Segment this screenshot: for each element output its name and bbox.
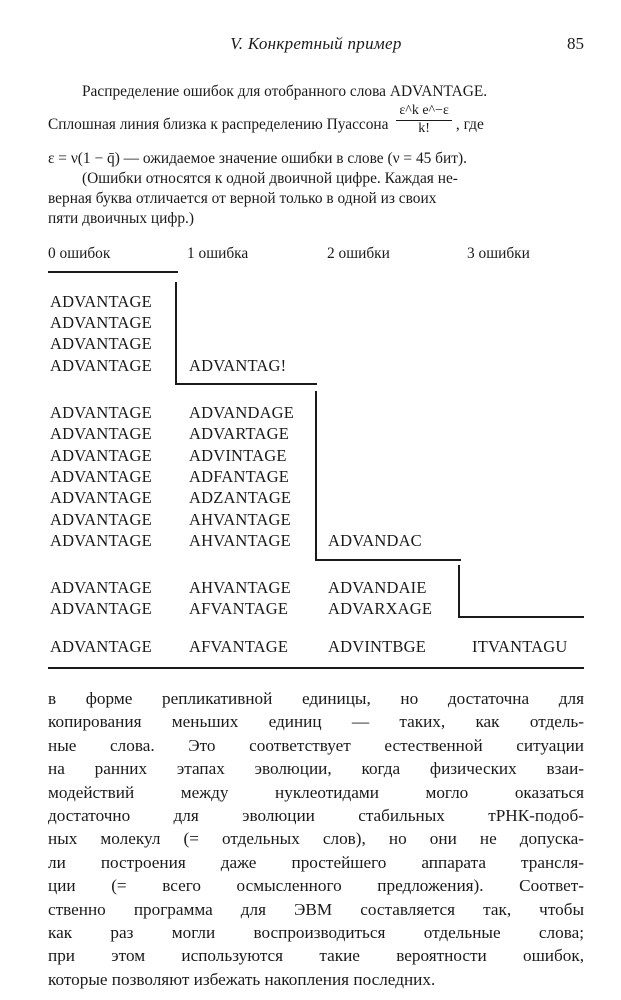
page-number: 85 [567, 34, 584, 53]
figure-caption [48, 82, 584, 227]
body-line: которые позволяют избежать накопления последних. [48, 969, 436, 989]
word-col3: ITVANTAGU [472, 637, 568, 656]
word-col0: ADVANTAGE [50, 424, 152, 443]
column-header-0-errors: 0 ошибок [48, 245, 111, 262]
column-header-2-errors: 2 ошибки [327, 245, 390, 262]
word-col1: ADVANTAG! [189, 356, 287, 375]
body-line: модействий между нуклеотидами могло оказаться [48, 782, 584, 802]
word-col1: ADVARTAGE [189, 424, 290, 443]
word-col0: ADVANTAGE [50, 510, 152, 529]
fraction-numerator: ε^k e^−ε [396, 102, 452, 121]
column-header-3-errors: 3 ошибки [467, 245, 530, 262]
word-col1: AFVANTAGE [189, 599, 289, 618]
body-line: ции (= всего осмысленного предложения). Соответ- [48, 876, 584, 896]
word-col0: ADVANTAGE [50, 467, 152, 486]
word-col0: ADVANTAGE [50, 446, 152, 465]
caption-line: (Ошибки относятся к одной двоичной цифре. Каждая не- [82, 170, 458, 187]
word-col0: ADVANTAGE [50, 578, 152, 597]
caption-text: Сплошная линия близка к распределению Пуассона [48, 116, 389, 134]
body-line: ных молекул (= отдельных слов), но они не допуска- [48, 829, 584, 849]
word-col2: ADVARXAGE [328, 599, 433, 618]
word-col0: ADVANTAGE [50, 599, 152, 618]
body-line: ли построения даже простейшего аппарата трансля- [48, 852, 584, 872]
word-col1: AHVANTAGE [189, 578, 291, 597]
word-col1: AFVANTAGE [189, 637, 289, 656]
caption-line: Распределение ошибок для отобранного слова ADVANTAGE. [82, 83, 488, 100]
poisson-fraction [396, 102, 452, 137]
body-line: как раз могли воспроизводиться отдельные слова; [48, 923, 584, 943]
word-col0: ADVANTAGE [50, 637, 152, 656]
word-col1: ADVANDAGE [189, 403, 295, 422]
page-header [48, 34, 584, 60]
word-col0: ADVANTAGE [50, 292, 152, 311]
chapter-title: V. Конкретный пример [230, 34, 402, 53]
word-col1: ADVINTAGE [189, 446, 287, 465]
table-bottom-line [48, 667, 584, 669]
body-line: ные слова. Это соответствует естественной ситуации [48, 735, 584, 755]
word-col0: ADVANTAGE [50, 313, 152, 332]
word-col2: ADVINTBGE [328, 637, 427, 656]
word-col1: ADZANTAGE [189, 488, 292, 507]
caption-line: ε = ν(1 − q̄) — ожидаемое значение ошибки в слове (ν = 45 бит). [48, 150, 467, 167]
word-col0: ADVANTAGE [50, 531, 152, 550]
body-line: копирования меньших единиц — таких, как отдель- [48, 712, 584, 732]
step-vertical-line [458, 565, 460, 617]
body-line: при этом используются такие вероятности ошибок, [48, 946, 584, 966]
body-line: ственно программа для ЭВМ составляется так, чтобы [48, 899, 584, 919]
word-col0: ADVANTAGE [50, 403, 152, 422]
word-col0: ADVANTAGE [50, 488, 152, 507]
word-col0: ADVANTAGE [50, 356, 152, 375]
word-col1: AHVANTAGE [189, 510, 291, 529]
step-horizontal-line [458, 616, 584, 618]
step-vertical-line [175, 282, 177, 384]
word-col2: ADVANDAC [328, 531, 422, 550]
body-line: достаточно для эволюции стабильных тРНК-подоб- [48, 806, 584, 826]
word-col1: AHVANTAGE [189, 531, 291, 550]
caption-line: пяти двоичных цифр.) [48, 210, 195, 227]
caption-line [48, 103, 584, 143]
fraction-denominator: k! [418, 121, 430, 136]
column-header-1-error: 1 ошибка [187, 245, 249, 262]
body-paragraph [48, 687, 584, 991]
caption-line: верная буква отличается от верной только в одной из своих [48, 190, 437, 207]
step-horizontal-line [315, 559, 461, 561]
word-col1: ADFANTAGE [189, 467, 290, 486]
caption-text: , где [455, 116, 484, 134]
body-line: на ранних этапах эволюции, когда физических взаи- [48, 759, 584, 779]
body-line: в форме репликативной единицы, но достаточна для [48, 689, 584, 708]
step-horizontal-line [175, 383, 317, 385]
header-underline [48, 271, 178, 273]
word-col2: ADVANDAIE [328, 578, 427, 597]
step-vertical-line [315, 391, 317, 559]
word-col0: ADVANTAGE [50, 334, 152, 353]
